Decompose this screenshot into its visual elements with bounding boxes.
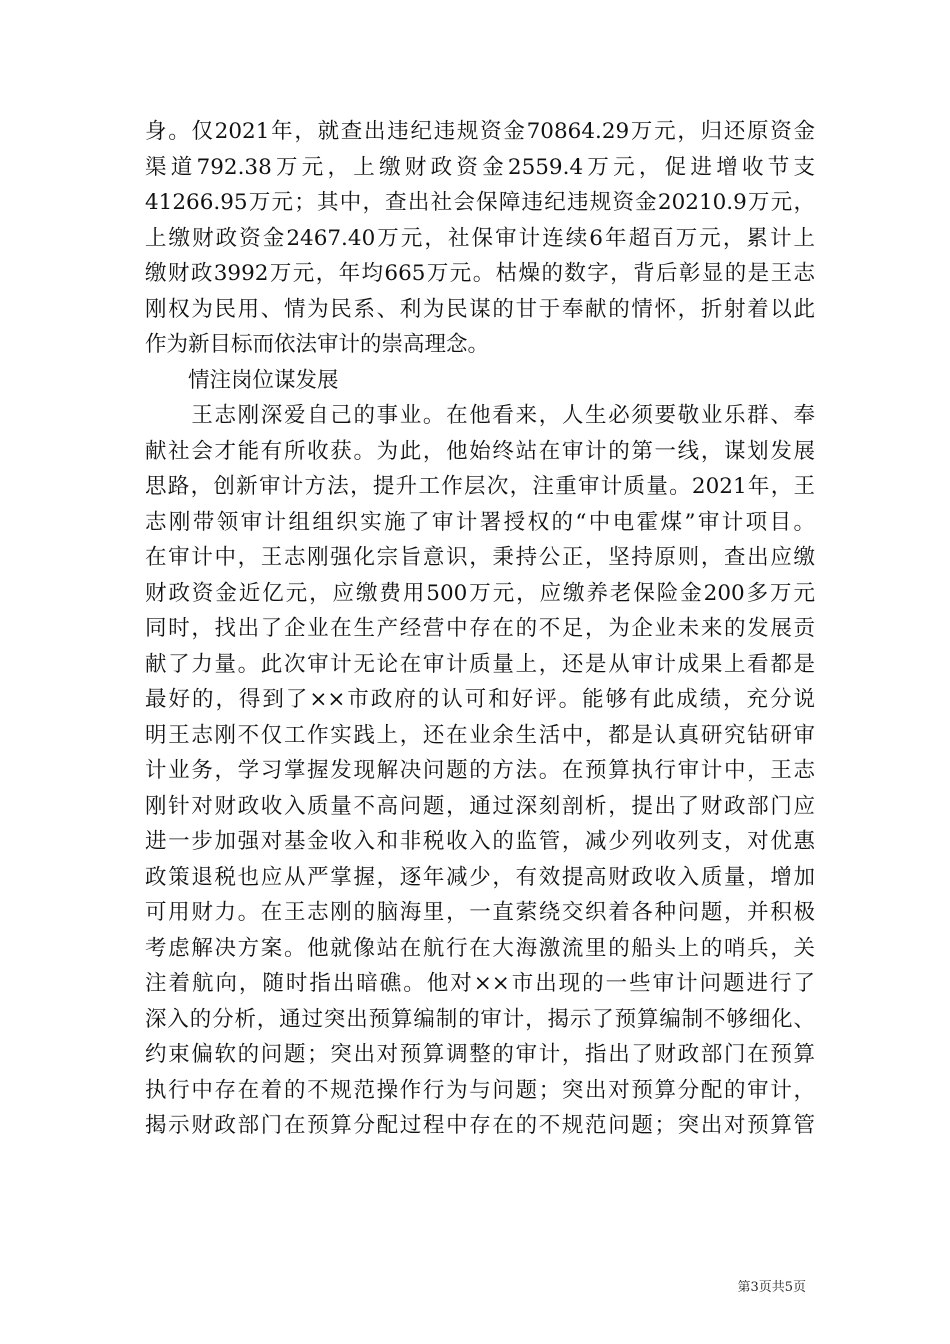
text-line: 约束偏软的问题；突出对预算调整的审计，指出了财政部门在预算 xyxy=(145,1042,815,1067)
text-line: 41266.95万元；其中，查出社会保障违纪违规资金20210.9万元， xyxy=(145,190,815,215)
text-line: 计业务，学习掌握发现解决问题的方法。在预算执行审计中，王志 xyxy=(145,758,815,783)
text-line: 同时，找出了企业在生产经营中存在的不足，为企业未来的发展贡 xyxy=(145,616,815,641)
text-line: 在审计中，王志刚强化宗旨意识，秉持公正，坚持原则，查出应缴 xyxy=(145,545,815,570)
text-line: 作为新目标而依法审计的崇高理念。 xyxy=(145,332,490,357)
text-line: 明王志刚不仅工作实践上，还在业余生活中，都是认真研究钻研审 xyxy=(145,722,815,748)
text-line: 可用财力。在王志刚的脑海里，一直萦绕交织着各种问题，并积极 xyxy=(145,900,815,925)
text-line: 刚针对财政收入质量不高问题，通过深刻剖析，提出了财政部门应 xyxy=(145,793,815,819)
text-line: 财政资金近亿元，应缴费用500万元，应缴养老保险金200多万元 xyxy=(145,580,815,606)
text-line: 献社会才能有所收获。为此，他始终站在审计的第一线，谋划发展 xyxy=(145,438,815,464)
body-text xyxy=(145,114,815,1144)
text-line: 情注岗位谋发展 xyxy=(145,367,339,393)
page-number: 第3页共5页 xyxy=(737,1280,806,1295)
text-line: 思路，创新审计方法，提升工作层次，注重审计质量。2021年，王 xyxy=(145,474,815,499)
text-line: 身。仅2021年，就查出违纪违规资金70864.29万元，归还原资金 xyxy=(145,119,815,144)
text-line: 进一步加强对基金收入和非税收入的监管，减少列收列支，对优惠 xyxy=(145,829,815,854)
text-line: 缴财政3992万元，年均665万元。枯燥的数字，背后彰显的是王志 xyxy=(145,261,815,286)
text-line: 最好的，得到了××市政府的认可和好评。能够有此成绩，充分说 xyxy=(145,687,815,712)
text-line: 深入的分析，通过突出预算编制的审计，揭示了预算编制不够细化、 xyxy=(145,1006,815,1032)
text-line: 渠道792.38万元，上缴财政资金2559.4万元，促进增收节支 xyxy=(145,154,815,180)
text-line: 政策退税也应从严掌握，逐年减少，有效提高财政收入质量，增加 xyxy=(145,864,815,890)
text-line: 刚权为民用、情为民系、利为民谋的甘于奉献的情怀，折射着以此 xyxy=(145,296,815,322)
text-line: 志刚带领审计组组织实施了审计署授权的“中电霍煤”审计项目。 xyxy=(145,509,815,535)
text-line: 注着航向，随时指出暗礁。他对××市出现的一些审计问题进行了 xyxy=(145,971,815,996)
text-line: 考虑解决方案。他就像站在航行在大海激流里的船头上的哨兵，关 xyxy=(145,935,815,961)
text-line: 揭示财政部门在预算分配过程中存在的不规范问题；突出对预算管 xyxy=(145,1113,815,1138)
text-line: 执行中存在着的不规范操作行为与问题；突出对预算分配的审计， xyxy=(145,1077,815,1103)
text-line: 上缴财政资金2467.40万元，社保审计连续6年超百万元，累计上 xyxy=(145,225,815,251)
text-line: 献了力量。此次审计无论在审计质量上，还是从审计成果上看都是 xyxy=(145,651,815,677)
text-line: 王志刚深爱自己的事业。在他看来，人生必须要敬业乐群、奉 xyxy=(145,403,815,428)
